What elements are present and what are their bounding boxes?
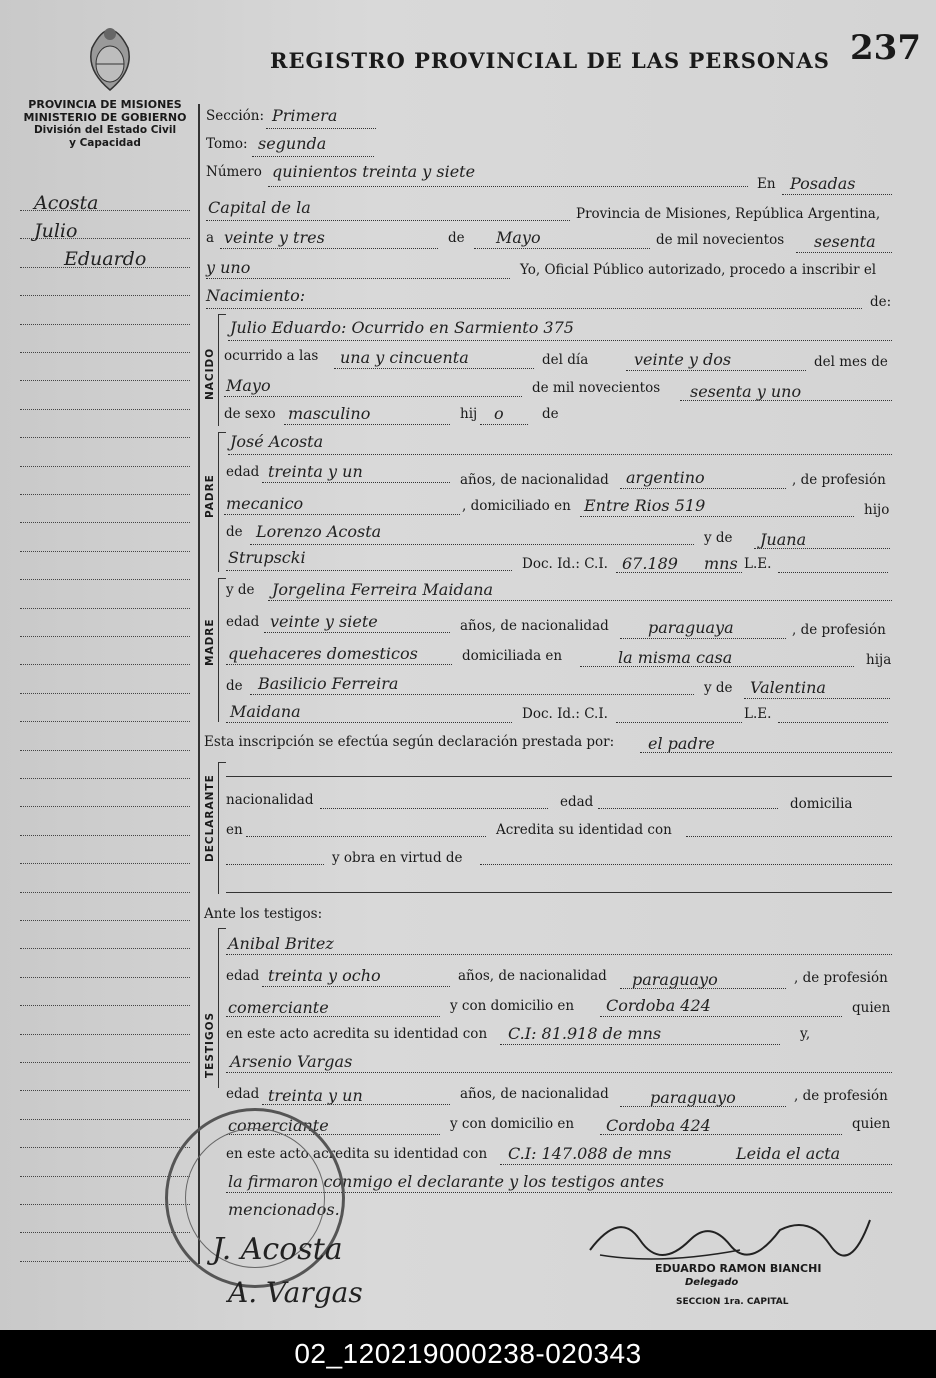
margin-line [20, 835, 190, 836]
testigo1-dom: Cordoba 424 [606, 996, 711, 1015]
margin-line [20, 1090, 190, 1091]
madre-bracket [218, 578, 226, 722]
seccion-label: Sección: [206, 108, 265, 124]
testigo1-dom-label: y con domicilio en [450, 998, 575, 1014]
anio-line-2 [206, 278, 510, 279]
hora-line [334, 368, 534, 369]
padre-le-label: L.E. [744, 556, 772, 572]
margin-line [20, 1062, 190, 1063]
testigo1-quien-label: quien [852, 1000, 891, 1016]
padre-bracket [218, 432, 226, 572]
testigo2-dom-line [600, 1134, 842, 1135]
margin-line [20, 721, 190, 722]
declarante-intro-label: Esta inscripción se efectúa según declaración prestada por: [204, 734, 615, 750]
hij-line [480, 424, 528, 425]
declarante-acredita-label: Acredita su identidad con [496, 822, 672, 838]
division-label: División del Estado Civil [33, 124, 177, 136]
madre-doc-line [616, 722, 742, 723]
de-label: de [448, 230, 465, 246]
testigo1-y-label: y, [800, 1026, 811, 1042]
padre-doc: 67.189 [622, 554, 678, 573]
margin-line [20, 352, 190, 353]
anio-value-2: y uno [206, 258, 251, 277]
en-label: En [757, 176, 776, 192]
abuela-paterna-2-line [226, 570, 512, 571]
margin-line [20, 409, 190, 410]
numero-line [268, 186, 748, 187]
testigos-bracket [218, 928, 226, 1088]
margin-line [20, 1147, 190, 1148]
testigo1-edad: treinta y ocho [268, 966, 381, 985]
hora-value: una y cincuenta [340, 348, 469, 367]
en-line [782, 194, 892, 195]
testigo2-nac-line [620, 1106, 786, 1107]
testigo2-doc: C.I: 147.088 de mns [508, 1144, 672, 1163]
nacido-anio: sesenta y uno [690, 382, 802, 401]
madre-nacionalidad: paraguaya [648, 618, 734, 637]
declarante-por-line [640, 752, 892, 753]
tomo-label: Tomo: [206, 136, 248, 152]
testigo2-dom: Cordoba 424 [606, 1116, 711, 1135]
declarante-obra-label: y obra en virtud de [332, 850, 463, 866]
nacido-mes: Mayo [226, 376, 271, 395]
abuela-paterna-2: Strupscki [228, 548, 306, 567]
padre-dom-label: , domiciliado en [462, 498, 571, 514]
madre-edad-line [264, 632, 450, 633]
abuelo-materno-line [250, 694, 694, 695]
hij-label: hij [460, 406, 478, 422]
margin-line [20, 920, 190, 921]
testigo1-acredita-label: en este acto acredita su identidad con [226, 1026, 488, 1042]
margin-surname: Acosta [34, 192, 99, 214]
madre-le-label: L.E. [744, 706, 772, 722]
nacido-de-label: de [542, 406, 559, 422]
padre-prof-line [224, 514, 460, 515]
abuelo-paterno: Lorenzo Acosta [256, 522, 382, 541]
declarante-nac-line [320, 808, 548, 809]
a-label: a [206, 230, 215, 246]
madre-dom-label: domiciliada en [462, 648, 563, 664]
margin-line [20, 977, 190, 978]
officer-signature-icon [580, 1200, 880, 1270]
madre-nac-label: años, de nacionalidad [460, 618, 609, 634]
madre-dom-line [580, 666, 854, 667]
declarante-dom-label: domicilia [790, 796, 853, 812]
margin-line [20, 437, 190, 438]
declarante-en-label: en [226, 822, 243, 838]
tomo-line [252, 156, 374, 157]
ministry-label: MINISTERIO DE GOBIERNO [23, 111, 187, 124]
nacido-nombre: Julio Eduardo: Ocurrido en Sarmiento 375 [230, 318, 574, 337]
testigo2-nac: paraguayo [650, 1088, 736, 1107]
hijo-label: hijo [864, 502, 890, 518]
nacido-mil-label: de mil novecientos [532, 380, 661, 396]
margin-line [20, 1176, 190, 1177]
padre-profesion: mecanico [226, 494, 304, 513]
dia-value: veinte y tres [224, 228, 325, 247]
en-value: Posadas [790, 174, 856, 193]
padre-le-line [778, 572, 888, 573]
abuela-paterna-line [754, 548, 890, 549]
padre-side-label: PADRE [204, 474, 216, 518]
officer-name: EDUARDO RAMON BIANCHI [655, 1262, 822, 1275]
signature-testigo: A. Vargas [228, 1276, 363, 1309]
capacity-label: y Capacidad [69, 137, 141, 149]
margin-line [20, 636, 190, 637]
padre-yde-label: y de [704, 530, 733, 546]
testigo2-quien-label: quien [852, 1116, 891, 1132]
coat-of-arms-icon [86, 18, 134, 92]
declarante-obra-line [480, 864, 892, 865]
margin-line [20, 608, 190, 609]
madre-edad: veinte y siete [270, 612, 378, 631]
cierre-line-2: mencionados. [228, 1200, 340, 1219]
abuelo-materno: Basilicio Ferreira [258, 674, 399, 693]
tipo-line [206, 308, 862, 309]
padre-nacionalidad: argentino [626, 468, 705, 487]
margin-line [20, 750, 190, 751]
margin-line [20, 892, 190, 893]
margin-line [20, 522, 190, 523]
margin-line [20, 693, 190, 694]
testigo1-prof-label: , de profesión [794, 970, 888, 986]
testigo1-dom-line [600, 1016, 842, 1017]
nacido-anio-line [680, 400, 892, 401]
padre-de-label: de [226, 524, 243, 540]
madre-domicilio: la misma casa [618, 648, 733, 667]
provincia-label: Provincia de Misiones, República Argentina, [576, 206, 881, 222]
seccion-line [266, 128, 376, 129]
mes-label: del mes de [814, 354, 888, 370]
declarante-edad-line [598, 808, 778, 809]
margin-line [20, 664, 190, 665]
oficial-label: Yo, Oficial Público autorizado, procedo a inscribir el [520, 262, 877, 278]
testigo1-edad-label: edad [226, 968, 260, 984]
mil-label: de mil novecientos [656, 232, 785, 248]
testigo1-nombre: Anibal Britez [228, 934, 334, 953]
abuelo-paterno-line [250, 544, 694, 545]
document-title: REGISTRO PROVINCIAL DE LAS PERSONAS [270, 48, 830, 73]
abuela-materna-2: Maidana [230, 702, 301, 721]
declarante-side-label: DECLARANTE [204, 774, 216, 862]
declarante-acredita-line [686, 836, 892, 837]
nacido-side-label: NACIDO [204, 347, 216, 400]
padre-nac-line [620, 488, 786, 489]
testigo2-prof-label: , de profesión [794, 1088, 888, 1104]
nacido-mes-line [224, 396, 522, 397]
madre-nac-line [620, 638, 786, 639]
cierre-line-1: la firmaron conmigo el declarante y los testigos antes [228, 1172, 665, 1191]
testigo2-nombre: Arsenio Vargas [230, 1052, 353, 1071]
margin-line [20, 295, 190, 296]
testigo2-nombre-line [226, 1072, 892, 1073]
margin-line [20, 806, 190, 807]
mes-line [474, 248, 650, 249]
sexo-line [284, 424, 450, 425]
madre-edad-label: edad [226, 614, 260, 630]
leida-value: Leida el acta [736, 1144, 841, 1163]
testigo1-prof: comerciante [228, 998, 329, 1017]
madre-yde2-label: y de [704, 680, 733, 696]
abuela-materna-line [744, 698, 890, 699]
testigo1-doc-line [500, 1044, 780, 1045]
dia-line [220, 248, 438, 249]
de-end-label: de: [870, 294, 892, 310]
officer-section: SECCION 1ra. CAPITAL [676, 1297, 789, 1307]
ocurrido-label: ocurrido a las [224, 348, 319, 364]
declarante-end-line [226, 892, 892, 893]
padre-edad: treinta y un [268, 462, 363, 481]
hij-value: o [494, 404, 504, 423]
folio-number: 237 [850, 28, 921, 68]
padre-doc-label: Doc. Id.: C.I. [522, 556, 608, 572]
testigo2-acredita-label: en este acto acredita su identidad con [226, 1146, 488, 1162]
testigos-side-label: TESTIGOS [204, 1011, 216, 1078]
testigo2-edad-line [262, 1104, 450, 1105]
declarante-por: el padre [648, 734, 715, 753]
margin-line [20, 1261, 190, 1262]
padre-domicilio: Entre Rios 519 [584, 496, 706, 515]
madre-le-line [778, 722, 888, 723]
madre-yde-label: y de [226, 582, 255, 598]
declarante-en-line [246, 836, 486, 837]
testigo2-edad: treinta y un [268, 1086, 363, 1105]
signature-declarante: J. Acosta [212, 1232, 343, 1267]
hija-label: hija [866, 652, 892, 668]
margin-line [20, 1119, 190, 1120]
margin-line [20, 324, 190, 325]
madre-prof-line [226, 664, 452, 665]
abuela-materna-2-line [226, 722, 512, 723]
testigo2-edad-label: edad [226, 1086, 260, 1102]
testigo1-prof-line [226, 1016, 440, 1017]
declarante-edad-label: edad [560, 794, 594, 810]
testigos-ante-label: Ante los testigos: [204, 906, 323, 922]
margin-line [20, 466, 190, 467]
anio-value-1: sesenta [814, 232, 876, 251]
madre-de-label: de [226, 678, 243, 694]
padre-doc-line [616, 572, 742, 573]
tomo-value: segunda [258, 134, 327, 153]
numero-value: quinientos treinta y siete [272, 162, 476, 181]
testigo2-doc-line [500, 1164, 892, 1165]
issuer-block [10, 98, 200, 150]
margin-line [20, 948, 190, 949]
madre-nombre-line [268, 600, 892, 601]
testigo1-nac-label: años, de nacionalidad [458, 968, 607, 984]
nacido-dia-line [626, 370, 806, 371]
declarante-bracket [218, 762, 226, 894]
testigo1-doc: C.I: 81.918 de mns [508, 1024, 662, 1043]
margin-line [20, 380, 190, 381]
testigo2-prof: comerciante [228, 1116, 329, 1135]
margin-line [20, 267, 190, 268]
seccion-value: Primera [272, 106, 338, 125]
margin-name-2: Eduardo [64, 248, 147, 270]
madre-profesion: quehaceres domesticos [228, 644, 418, 663]
margin-line [20, 1232, 190, 1233]
nacido-nombre-line [228, 340, 892, 341]
testigo1-nac-line [620, 988, 786, 989]
padre-nombre: José Acosta [230, 432, 324, 451]
officer-role: Delegado [685, 1277, 739, 1288]
declarante-nac-label: nacionalidad [226, 792, 314, 808]
padre-doc-extra: mns [704, 554, 738, 573]
madre-prof-label: , de profesión [792, 622, 886, 638]
padre-edad-line [262, 482, 450, 483]
madre-nombre: Jorgelina Ferreira Maidana [272, 580, 494, 599]
margin-line [20, 494, 190, 495]
margin-name-1: Julio [34, 220, 78, 242]
padre-dom-line [580, 516, 854, 517]
declarante-pre-obra-line [226, 864, 324, 865]
margin-line [20, 1005, 190, 1006]
abuela-materna-1: Valentina [750, 678, 826, 697]
margin-line [20, 778, 190, 779]
testigo1-nac: paraguayo [632, 970, 718, 989]
abuela-paterna-1: Juana [760, 530, 807, 549]
margin-line [20, 1034, 190, 1035]
padre-nac-label: años, de nacionalidad [460, 472, 609, 488]
capital-value: Capital de la [208, 198, 311, 217]
padre-nombre-line [228, 454, 892, 455]
testigo1-edad-line [262, 986, 450, 987]
sexo-label: de sexo [224, 406, 276, 422]
sexo-value: masculino [288, 404, 371, 423]
margin-line [20, 863, 190, 864]
capital-line [206, 220, 570, 221]
province-label: PROVINCIA DE MISIONES [28, 98, 182, 111]
del-dia-label: del día [542, 352, 589, 368]
numero-label: Número [206, 164, 262, 180]
footer-code: 02_120219000238-020343 [0, 1330, 936, 1378]
madre-doc-label: Doc. Id.: C.I. [522, 706, 608, 722]
madre-side-label: MADRE [204, 618, 216, 666]
declarante-nombre-line [226, 776, 892, 777]
padre-edad-label: edad [226, 464, 260, 480]
tipo-value: Nacimiento: [206, 286, 306, 305]
margin-line [20, 238, 190, 239]
testigo2-dom-label: y con domicilio en [450, 1116, 575, 1132]
padre-prof-label: , de profesión [792, 472, 886, 488]
anio-line-1 [796, 252, 892, 253]
margin-line [20, 579, 190, 580]
testigo1-nombre-line [226, 954, 892, 955]
testigo2-nac-label: años, de nacionalidad [460, 1086, 609, 1102]
margin-line [20, 210, 190, 211]
nacido-dia: veinte y dos [634, 350, 732, 369]
mes-value: Mayo [496, 228, 541, 247]
margin-line [20, 551, 190, 552]
